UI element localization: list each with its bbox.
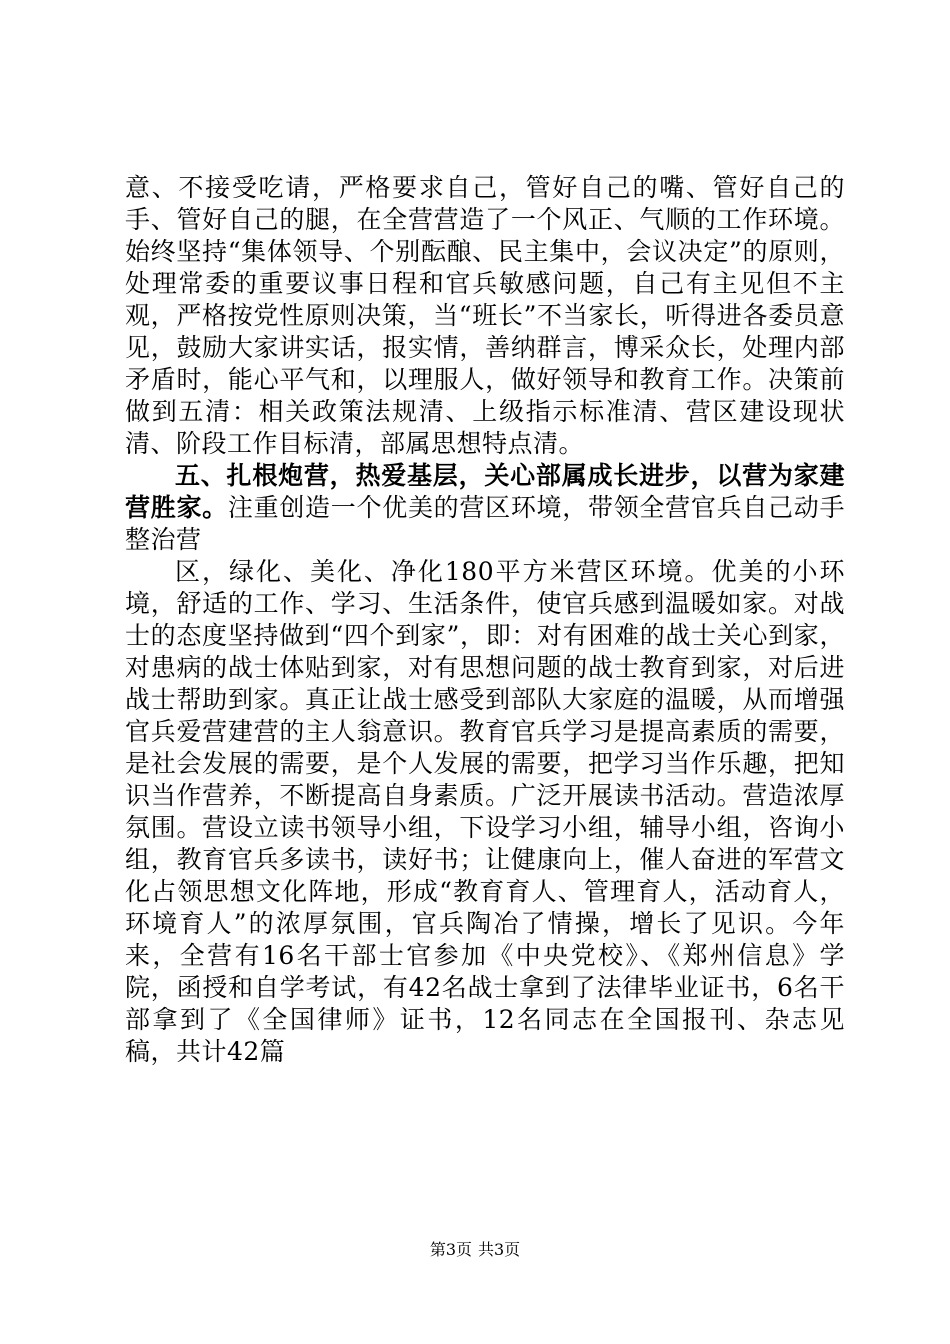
page-number: 第3页 bbox=[429, 1240, 472, 1259]
section-heading: 五、扎根炮营，热爱基层，关心部属成长进步，以营为家建营胜家。 bbox=[125, 461, 845, 522]
paragraph-2 bbox=[125, 460, 845, 556]
paragraph-1-text: 意、不接受吃请，严格要求自己，管好自己的嘴、管好自己的手、管好自己的腿，在全营营造了一个风正、气顺的工作环境。始终坚持“集体领导、个别酝酿、民主集中，会议决定”的原则，处理常委的重要议事日程和官兵敏感问题，自己有主见但不主观，严格按党性原则决策，当“班长”不当家长，听得进各委员意见，鼓励大家讲实话，报实情，善纳群言，博采众长，处理内部矛盾时，能心平气和，以理服人，做好领导和教育工作。决策前做到五清：相关政策法规清、上级指示标准清、营区建设现状清、阶段工作目标清，部属思想特点清。 bbox=[125, 173, 845, 458]
page-total: 共3页 bbox=[478, 1240, 521, 1259]
page-footer bbox=[0, 1240, 950, 1260]
paragraph-3-text: 区，绿化、美化、净化180平方米营区环境。优美的小环境，舒适的工作、学习、生活条件，使官兵感到温暖如家。对战士的态度坚持做到“四个到家”，即：对有困难的战士关心到家，对患病的战士体贴到家，对有思想问题的战士教育到家，对后进战士帮助到家。真正让战士感受到部队大家庭的温暖，从而增强官兵爱营建营的主人翁意识。教育官兵学习是提高素质的需要，是社会发展的需要，是个人发展的需要，把学习当作乐趣，把知识当作营养，不断提高自身素质。广泛开展读书活动。营造浓厚氛围。营设立读书领导小组，下设学习小组，辅导小组，咨询小组，教育官兵多读书，读好书；让健康向上，催人奋进的军营文化占领思想文化阵地，形成“教育育人、管理育人，活动育人，环境育人”的浓厚氛围，官兵陶冶了情操，增长了见识。今年来，全营有16名干部士官参加《中央党校》、《郑州信息》学院，函授和自学考试，有42名战士拿到了法律毕业证书，6名干部拿到了《全国律师》证书，12名同志在全国报刊、杂志见稿，共计42篇 bbox=[125, 557, 845, 1066]
paragraph-1 bbox=[125, 172, 845, 460]
paragraph-3 bbox=[125, 556, 845, 1068]
paragraph-2-text: 注重创造一个优美的营区环境，带领全营官兵自己动手整治营 bbox=[125, 493, 845, 554]
document-body bbox=[125, 172, 845, 1068]
